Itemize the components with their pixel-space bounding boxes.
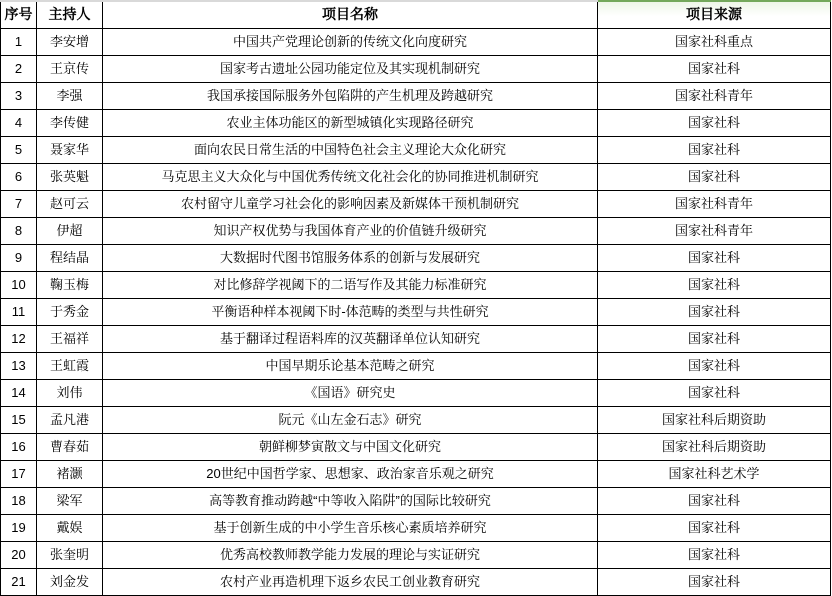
cell-project-source: 国家社科 xyxy=(598,542,831,569)
cell-index: 13 xyxy=(1,353,37,380)
table-row xyxy=(1,515,831,542)
cell-host: 程结晶 xyxy=(37,245,103,272)
cell-index: 5 xyxy=(1,137,37,164)
cell-index: 17 xyxy=(1,461,37,488)
table-row xyxy=(1,407,831,434)
cell-host: 李安增 xyxy=(37,29,103,56)
cell-host: 张英魁 xyxy=(37,164,103,191)
table-row xyxy=(1,569,831,596)
cell-project-name: 中国共产党理论创新的传统文化向度研究 xyxy=(103,29,598,56)
table-row xyxy=(1,299,831,326)
table-row xyxy=(1,326,831,353)
cell-index: 8 xyxy=(1,218,37,245)
table-row xyxy=(1,164,831,191)
cell-index: 2 xyxy=(1,56,37,83)
cell-host: 王虹霞 xyxy=(37,353,103,380)
header-project-source: 项目来源 xyxy=(598,1,831,29)
cell-host: 王福祥 xyxy=(37,326,103,353)
cell-index: 1 xyxy=(1,29,37,56)
cell-host: 赵可云 xyxy=(37,191,103,218)
cell-project-name: 阮元《山左金石志》研究 xyxy=(103,407,598,434)
cell-project-name: 大数据时代图书馆服务体系的创新与发展研究 xyxy=(103,245,598,272)
table-row xyxy=(1,137,831,164)
cell-project-source: 国家社科 xyxy=(598,326,831,353)
table-row xyxy=(1,191,831,218)
table-row xyxy=(1,272,831,299)
cell-project-source: 国家社科 xyxy=(598,299,831,326)
table-row xyxy=(1,542,831,569)
cell-project-name: 农村产业再造机理下返乡农民工创业教育研究 xyxy=(103,569,598,596)
cell-index: 18 xyxy=(1,488,37,515)
cell-index: 3 xyxy=(1,83,37,110)
cell-project-name: 农业主体功能区的新型城镇化实现路径研究 xyxy=(103,110,598,137)
cell-host: 刘金发 xyxy=(37,569,103,596)
header-index: 序号 xyxy=(1,1,37,29)
cell-host: 王京传 xyxy=(37,56,103,83)
table-row xyxy=(1,380,831,407)
cell-index: 10 xyxy=(1,272,37,299)
cell-project-source: 国家社科 xyxy=(598,515,831,542)
cell-project-name: 知识产权优势与我国体育产业的价值链升级研究 xyxy=(103,218,598,245)
cell-project-source: 国家社科 xyxy=(598,380,831,407)
cell-project-source: 国家社科 xyxy=(598,353,831,380)
cell-index: 6 xyxy=(1,164,37,191)
cell-project-source: 国家社科 xyxy=(598,164,831,191)
cell-host: 张奎明 xyxy=(37,542,103,569)
cell-host: 于秀金 xyxy=(37,299,103,326)
cell-host: 聂家华 xyxy=(37,137,103,164)
table-row xyxy=(1,461,831,488)
cell-index: 14 xyxy=(1,380,37,407)
cell-project-source: 国家社科 xyxy=(598,110,831,137)
cell-index: 7 xyxy=(1,191,37,218)
cell-host: 鞠玉梅 xyxy=(37,272,103,299)
cell-host: 梁军 xyxy=(37,488,103,515)
cell-project-source: 国家社科 xyxy=(598,56,831,83)
cell-index: 9 xyxy=(1,245,37,272)
cell-project-name: 平衡语种样本视阈下时-体范畴的类型与共性研究 xyxy=(103,299,598,326)
header-project-name: 项目名称 xyxy=(103,1,598,29)
cell-project-name: 农村留守儿童学习社会化的影响因素及新媒体干预机制研究 xyxy=(103,191,598,218)
cell-project-source: 国家社科青年 xyxy=(598,191,831,218)
cell-project-source: 国家社科 xyxy=(598,272,831,299)
table-body xyxy=(1,29,831,596)
cell-project-name: 基于翻译过程语料库的汉英翻译单位认知研究 xyxy=(103,326,598,353)
cell-host: 李传健 xyxy=(37,110,103,137)
cell-project-name: 朝鲜柳梦寅散文与中国文化研究 xyxy=(103,434,598,461)
cell-project-source: 国家社科后期资助 xyxy=(598,434,831,461)
cell-project-name: 《国语》研究史 xyxy=(103,380,598,407)
cell-project-source: 国家社科 xyxy=(598,569,831,596)
cell-host: 孟凡港 xyxy=(37,407,103,434)
cell-host: 戴娱 xyxy=(37,515,103,542)
cell-project-name: 面向农民日常生活的中国特色社会主义理论大众化研究 xyxy=(103,137,598,164)
cell-project-name: 对比修辞学视阈下的二语写作及其能力标准研究 xyxy=(103,272,598,299)
table-header xyxy=(1,1,831,29)
table-row xyxy=(1,245,831,272)
table-row xyxy=(1,434,831,461)
table-row xyxy=(1,83,831,110)
cell-host: 李强 xyxy=(37,83,103,110)
table-row xyxy=(1,488,831,515)
cell-project-name: 优秀高校教师教学能力发展的理论与实证研究 xyxy=(103,542,598,569)
cell-project-name: 国家考古遗址公园功能定位及其实现机制研究 xyxy=(103,56,598,83)
cell-index: 19 xyxy=(1,515,37,542)
cell-project-name: 马克思主义大众化与中国优秀传统文化社会化的协同推进机制研究 xyxy=(103,164,598,191)
cell-project-source: 国家社科艺术学 xyxy=(598,461,831,488)
cell-host: 刘伟 xyxy=(37,380,103,407)
cell-index: 4 xyxy=(1,110,37,137)
cell-index: 21 xyxy=(1,569,37,596)
cell-project-name: 中国早期乐论基本范畴之研究 xyxy=(103,353,598,380)
cell-project-source: 国家社科 xyxy=(598,137,831,164)
cell-project-source: 国家社科重点 xyxy=(598,29,831,56)
cell-project-source: 国家社科后期资助 xyxy=(598,407,831,434)
table-row xyxy=(1,110,831,137)
cell-project-name: 高等教育推动跨越“中等收入陷阱”的国际比较研究 xyxy=(103,488,598,515)
cell-host: 曹春茹 xyxy=(37,434,103,461)
header-row xyxy=(1,1,831,29)
table-row xyxy=(1,29,831,56)
cell-host: 伊超 xyxy=(37,218,103,245)
cell-index: 12 xyxy=(1,326,37,353)
cell-index: 11 xyxy=(1,299,37,326)
cell-project-name: 我国承接国际服务外包陷阱的产生机理及跨越研究 xyxy=(103,83,598,110)
cell-index: 15 xyxy=(1,407,37,434)
cell-host: 褚灏 xyxy=(37,461,103,488)
cell-index: 20 xyxy=(1,542,37,569)
cell-index: 16 xyxy=(1,434,37,461)
cell-project-source: 国家社科青年 xyxy=(598,83,831,110)
cell-project-name: 基于创新生成的中小学生音乐核心素质培养研究 xyxy=(103,515,598,542)
cell-project-name: 20世纪中国哲学家、思想家、政治家音乐观之研究 xyxy=(103,461,598,488)
cell-project-source: 国家社科 xyxy=(598,245,831,272)
cell-project-source: 国家社科 xyxy=(598,488,831,515)
cell-project-source: 国家社科青年 xyxy=(598,218,831,245)
table-row xyxy=(1,218,831,245)
table-row xyxy=(1,56,831,83)
table-row xyxy=(1,353,831,380)
header-host: 主持人 xyxy=(37,1,103,29)
